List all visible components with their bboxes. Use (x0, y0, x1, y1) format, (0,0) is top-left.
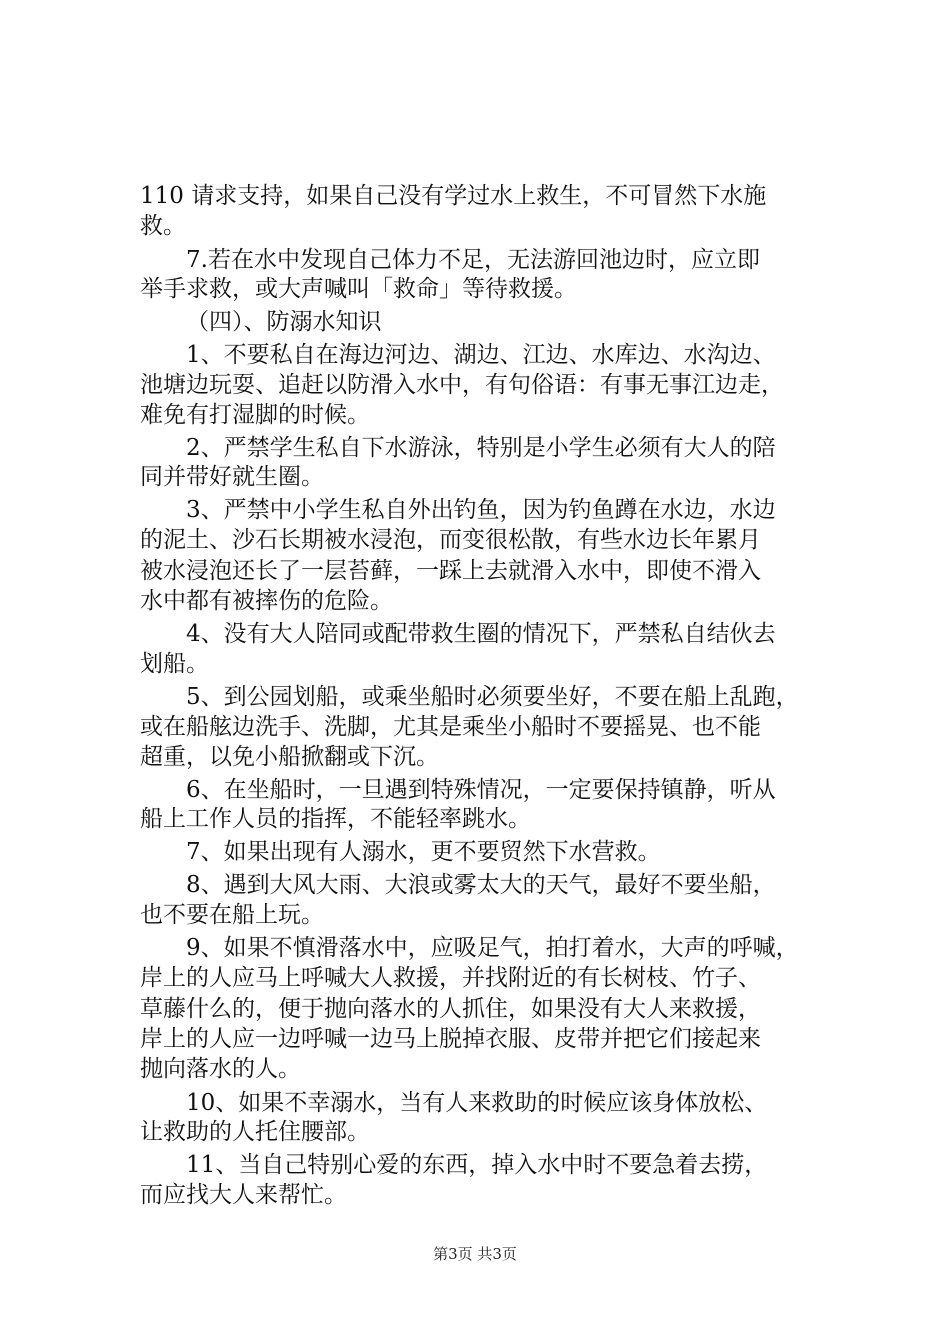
text-line: 让救助的人托住腰部。 (140, 1119, 370, 1145)
text-line: 池塘边玩耍、追赶以防滑入水中，有句俗语：有事无事江边走， (140, 372, 784, 398)
text-line: 1、不要私自在海边河边、湖边、江边、水库边、水沟边、 (186, 342, 776, 368)
text-line: 抛向落水的人。 (140, 1056, 301, 1082)
text-line: 划船。 (140, 651, 209, 677)
text-line: 6、在坐船时，一旦遇到特殊情况，一定要保持镇静，听从 (186, 777, 776, 803)
text-line: 也不要在船上玩。 (140, 902, 324, 928)
text-line: 救。 (140, 213, 186, 239)
text-line: 7、如果出现有人溺水，更不要贸然下水营救。 (186, 839, 661, 865)
text-line: 7.若在水中发现自己体力不足，无法游回池边时，应立即 (186, 247, 760, 273)
text-line: 岸上的人应马上呼喊大人救援，并找附近的有长树枝、竹子、 (140, 965, 761, 991)
text-line: 11、当自己特别心爱的东西，掉入水中时不要急着去捞， (186, 1152, 768, 1178)
text-line: 而应找大人来帮忙。 (140, 1182, 347, 1208)
text-line: 4、没有大人陪同或配带救生圈的情况下，严禁私自结伙去 (186, 621, 776, 647)
text-line: 3、严禁中小学生私自外出钓鱼，因为钓鱼蹲在水边，水边 (186, 497, 776, 523)
text-line: 110 请求支持，如果自己没有学过水上救生，不可冒然下水施 (140, 183, 767, 209)
text-line: 2、严禁学生私自下水游泳，特别是小学生必须有大人的陪 (186, 435, 776, 461)
text-line: 9、如果不慎滑落水中，应吸足气，拍打着水，大声的呼喊， (186, 935, 799, 961)
text-line: 8、遇到大风大雨、大浪或雾太大的天气，最好不要坐船， (186, 872, 776, 898)
text-line: 5、到公园划船，或乘坐船时必须要坐好，不要在船上乱跑， (186, 684, 799, 710)
text-line: 草藤什么的，便于抛向落水的人抓住，如果没有大人来救援， (140, 996, 761, 1022)
text-line: 或在船舷边洗手、洗脚，尤其是乘坐小船时不要摇晃、也不能 (140, 714, 761, 740)
text-line: 水中都有被摔伤的危险。 (140, 588, 393, 614)
text-line: 难免有打湿脚的时候。 (140, 402, 370, 428)
page-number-footer: 第3页 共3页 (433, 1245, 517, 1263)
text-line: 岸上的人应一边呼喊一边马上脱掉衣服、皮带并把它们接起来 (140, 1026, 761, 1052)
text-line: 举手求救，或大声喊叫「救命」等待救援。 (140, 276, 577, 302)
text-line: 被水浸泡还长了一层苔藓，一踩上去就滑入水中，即使不滑入 (140, 558, 761, 584)
text-line: 10、如果不幸溺水，当有人来救助的时候应该身体放松、 (186, 1090, 768, 1116)
section-heading: （四）、防溺水知识 (186, 309, 382, 335)
text-line: 船上工作人员的指挥，不能轻率跳水。 (140, 806, 531, 832)
text-line: 的泥土、沙石长期被水浸泡，而变很松散，有些水边长年累月 (140, 527, 761, 553)
text-line: 超重，以免小船掀翻或下沉。 (140, 744, 439, 770)
text-line: 同并带好就生圈。 (140, 464, 324, 490)
